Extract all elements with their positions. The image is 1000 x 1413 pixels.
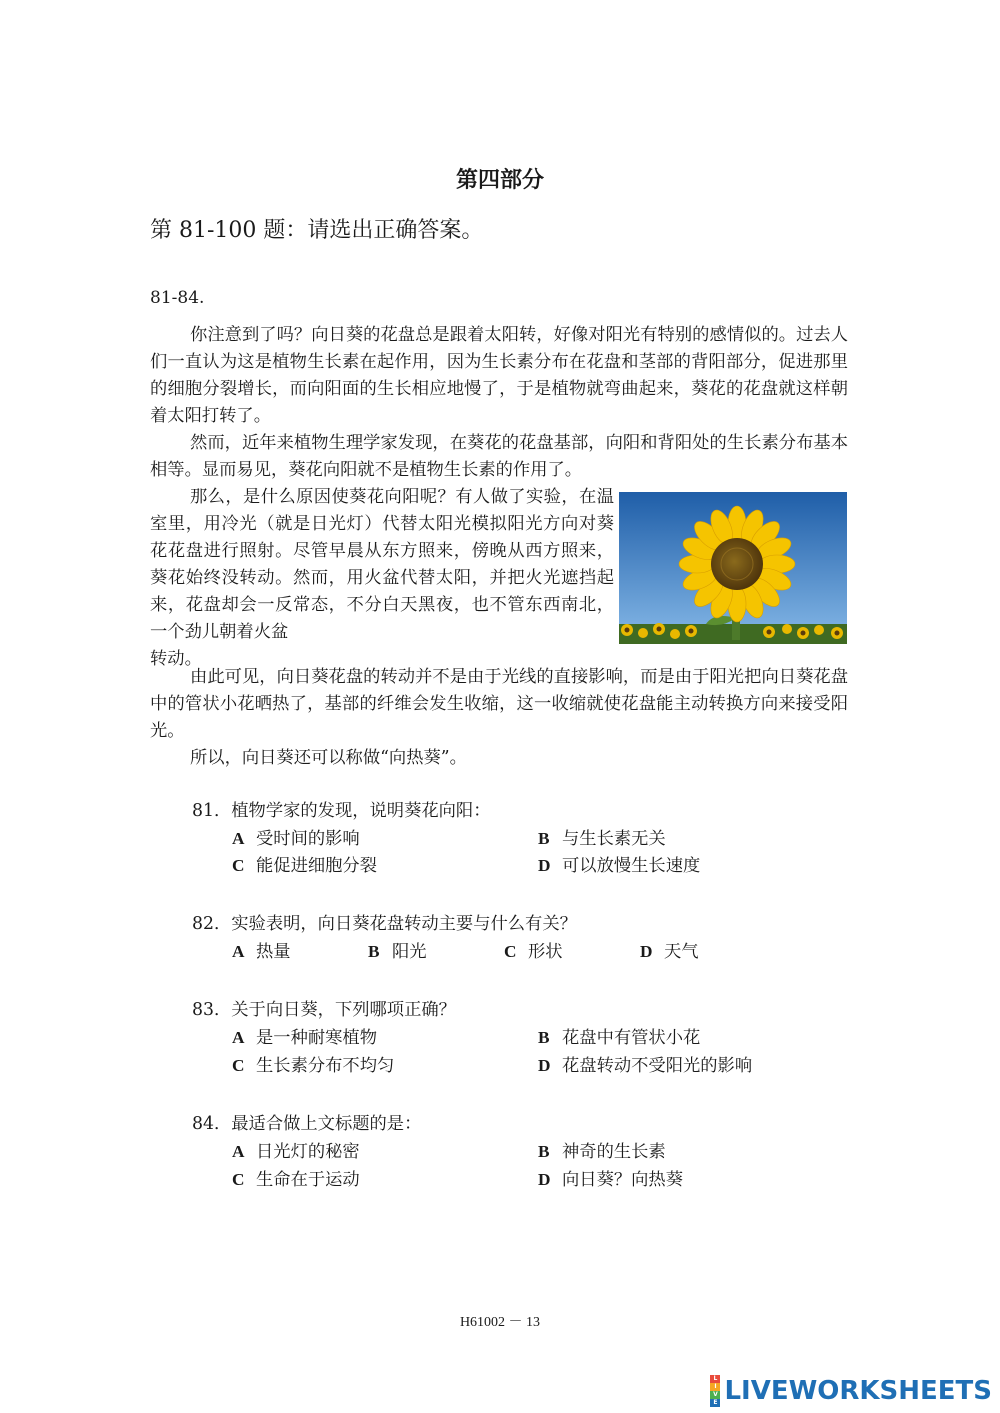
liveworksheets-logo-icon (710, 1375, 720, 1407)
logo-letter-e: E (710, 1399, 720, 1407)
question-84-option-d[interactable] (538, 1166, 683, 1194)
option-letter: A (232, 942, 245, 961)
option-text: 形状 (528, 942, 563, 962)
option-letter: A (232, 1028, 245, 1047)
option-letter: B (538, 829, 550, 848)
logo-letter-l: L (710, 1375, 720, 1383)
option-letter: C (232, 856, 245, 875)
option-letter: D (538, 1056, 551, 1075)
page-footer: H61002 － 13 (459, 1315, 541, 1330)
option-text: 生命在于运动 (256, 1170, 360, 1190)
passage-paragraph-3: 那么，是什么原因使葵花向阳呢？有人做了实验，在温室里，用冷光（就是日光灯）代替太阳光模拟阳光方向对葵花花盘进行照射。尽管早晨从东方照来，傍晚从西方照来，葵花始终没转动。然而，用火盆代替太阳，并把火光遮挡起来，花盘却会一反常态，不分白天黑夜，也不管东西南北，一个劲儿朝着火盆 (150, 487, 614, 642)
question-82-stem: 82．实验表明，向日葵花盘转动主要与什么有关？ (192, 914, 577, 934)
question-83-option-d[interactable] (538, 1052, 752, 1080)
option-text: 能促进细胞分裂 (256, 856, 377, 876)
option-text: 花盘中有管状小花 (562, 1028, 701, 1048)
logo-letter-i: I (710, 1383, 720, 1391)
option-letter: C (232, 1056, 245, 1075)
passage-paragraph-1: 你注意到了吗？向日葵的花盘总是跟着太阳转，好像对阳光有特别的感情似的。过去人们一直认为这是植物生长素在起作用，因为生长素分布在花盘和茎部的背阳部分，促进那里的细胞分裂增长，而向阳面的生长相应地慢了，于是植物就弯曲起来，葵花的花盘就这样朝着太阳打转了。 (150, 325, 848, 426)
passage-paragraph-5: 所以，向日葵还可以称做“向热葵”。 (190, 748, 467, 768)
option-text: 热量 (256, 942, 291, 962)
option-text: 花盘转动不受阳光的影响 (562, 1056, 753, 1076)
option-letter: D (640, 942, 653, 961)
option-letter: C (232, 1170, 245, 1189)
seed-disc (711, 538, 763, 590)
question-range: 81-84. (150, 288, 205, 308)
option-text: 是一种耐寒植物 (256, 1028, 377, 1048)
question-83-option-a[interactable] (232, 1024, 377, 1052)
question-83-option-b[interactable] (538, 1024, 700, 1052)
option-text: 可以放慢生长速度 (562, 856, 701, 876)
question-81-stem: 81．植物学家的发现，说明葵花向阳： (192, 801, 491, 821)
question-83-option-c[interactable] (232, 1052, 394, 1080)
sunflower-head (679, 506, 795, 622)
liveworksheets-brand[interactable] (710, 1376, 992, 1406)
option-letter: A (232, 829, 245, 848)
question-81-option-a[interactable] (232, 825, 360, 853)
logo-letter-v: V (710, 1391, 720, 1399)
option-text: 天气 (664, 942, 699, 962)
passage-paragraph-4: 由此可见，向日葵花盘的转动并不是由于光线的直接影响，而是由于阳光把向日葵花盘中的管状小花晒热了，基部的纤维会发生收缩，这一收缩就使花盘能主动转换方向来接受阳光。 (150, 667, 848, 741)
option-letter: D (538, 1170, 551, 1189)
passage-paragraph-3-tail: 转动。 (150, 649, 202, 669)
option-text: 神奇的生长素 (562, 1142, 666, 1162)
option-text: 阳光 (392, 942, 427, 962)
question-84-option-c[interactable] (232, 1166, 360, 1194)
question-84-option-a[interactable] (232, 1138, 360, 1166)
option-text: 日光灯的秘密 (256, 1142, 360, 1162)
question-82-option-d[interactable] (640, 938, 699, 966)
question-81-option-c[interactable] (232, 852, 377, 880)
option-text: 向日葵？向热葵 (562, 1170, 683, 1190)
question-82-option-a[interactable] (232, 938, 291, 966)
sunflower-image (619, 492, 847, 644)
option-letter: A (232, 1142, 245, 1161)
instruction: 第 81-100 题：请选出正确答案。 (150, 218, 484, 243)
question-84-option-b[interactable] (538, 1138, 666, 1166)
option-letter: B (538, 1142, 550, 1161)
question-84-stem: 84．最适合做上文标题的是： (192, 1114, 422, 1134)
option-letter: D (538, 856, 551, 875)
brand-name: LIVEWORKSHEETS (724, 1376, 992, 1406)
passage-paragraph-2: 然而，近年来植物生理学家发现，在葵花的花盘基部，向阳和背阳处的生长素分布基本相等。显而易见，葵花向阳就不是植物生长素的作用了。 (150, 433, 848, 480)
option-text: 与生长素无关 (562, 829, 666, 849)
option-text: 受时间的影响 (256, 829, 360, 849)
option-letter: B (538, 1028, 550, 1047)
option-letter: B (368, 942, 380, 961)
section-title: 第四部分 (455, 167, 544, 193)
option-text: 生长素分布不均匀 (256, 1056, 395, 1076)
question-83-stem: 83．关于向日葵，下列哪项正确？ (192, 1000, 456, 1020)
question-81-option-d[interactable] (538, 852, 700, 880)
sunflower-photo (619, 492, 847, 644)
question-81-option-b[interactable] (538, 825, 666, 853)
option-letter: C (504, 942, 517, 961)
question-82-option-b[interactable] (368, 938, 427, 966)
question-82-option-c[interactable] (504, 938, 563, 966)
